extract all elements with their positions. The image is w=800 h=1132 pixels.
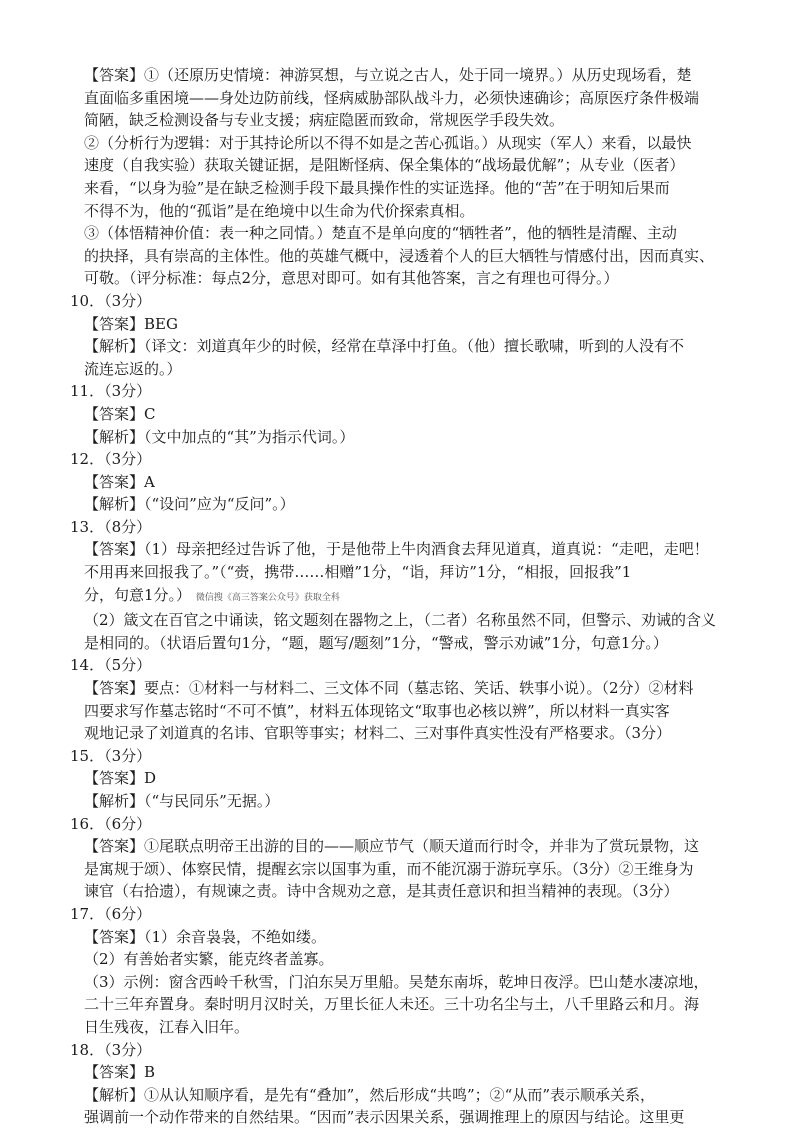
text-line: 【答案】要点：①材料一与材料二、三文体不同（墓志铭、笑话、轶事小说）。（2分）②材料	[84, 679, 694, 698]
text-line: 【解析】（“与民同乐”无据。）	[84, 792, 280, 810]
text-line: 【答案】①（还原历史情境：神游冥想，与立说之古人，处于同一境界。）从历史现场看，楚	[84, 66, 692, 84]
text-line: 【答案】①尾联点明帝王出游的目的——顺应节气（顺天道而行时令，并非为了赏玩景物，这	[84, 837, 700, 856]
question-number: 11．	[70, 382, 105, 401]
question-item-18	[70, 1039, 760, 1129]
question-item-11	[70, 380, 760, 448]
text-line: 是寓规于颂）、体察民情，提醒玄宗以国事为重，而不能沉溺于游玩享乐。（3分）②王维身为	[84, 859, 694, 878]
answer-document	[70, 64, 760, 1129]
question-score: （8分）	[104, 517, 152, 536]
text-line: 【解析】①从认知顺序看，是先有“叠加”，然后形成“共鸣”；②“从而”表示顺承关系，	[84, 1085, 656, 1104]
text-line-with-watermark	[84, 584, 760, 610]
text-line: 【答案】（1）余音袅袅，不绝如缕。	[84, 927, 327, 946]
question-score: （3分）	[104, 746, 152, 765]
text-line: 可敬。（评分标准：每点2分，意思对即可。如有其他答案，言之有理也可得分。）	[84, 269, 619, 288]
watermark-note: 微信搜《高三答案公众号》获取全科	[195, 592, 340, 603]
text-line: （2）有善始者实繁，能克终者盖寡。	[84, 950, 334, 969]
text-line: 谏官（右拾遗），有规谏之责。诗中含规劝之意，是其责任意识和担当精神的表现。（3分）	[84, 882, 679, 901]
text-line: 【答案】B	[84, 1063, 156, 1082]
question-item-14	[70, 654, 760, 744]
question-header	[70, 516, 760, 539]
text-line: 【答案】D	[84, 769, 157, 788]
text-line: 【答案】BEG	[84, 314, 178, 333]
question-number: 13．	[70, 517, 105, 536]
text-line: 流连忘返的。）	[84, 359, 182, 378]
question-number: 15．	[70, 746, 105, 765]
question-number: 14．	[70, 656, 105, 675]
text-line: 来看，“以身为验”是在缺乏检测手段下最具操作性的实证选择。他的“苦”在于明知后果而	[84, 178, 670, 197]
question-item-17	[70, 903, 760, 1039]
text-line: ②（分析行为逻辑：对于其持论所以不得不如是之苦心孤诣。）从现实（军人）来看，以最快	[84, 133, 692, 152]
text-line: 【解析】（译文：刘道真年少的时候，经常在草泽中打鱼。（他）擅长歌啸，听到的人没有不	[84, 337, 685, 356]
question-number: 18．	[70, 1040, 105, 1059]
question-item-15	[70, 745, 760, 813]
text-line: 速度（自我实验）获取关键证据，是阻断怪病、保全集体的“战场最优解”；从专业（医者）	[84, 156, 685, 175]
question-item-13	[70, 516, 760, 655]
question-header	[70, 654, 760, 677]
question-score: （6分）	[104, 814, 152, 833]
text-line: 日生残夜，江春入旧年。	[84, 1017, 250, 1036]
question-score: （3分）	[104, 291, 152, 310]
text-line: 【答案】A	[84, 472, 155, 491]
question-number: 17．	[70, 904, 105, 923]
question-header	[70, 380, 760, 403]
question-score: （3分）	[104, 382, 152, 401]
question-header	[70, 813, 760, 836]
text-line: 【答案】（1）母亲把经过告诉了他，于是他带上牛肉酒食去拜见道真，道真说：“走吧，走吧！	[84, 540, 709, 559]
text-line: 分，句意1分。）	[84, 585, 192, 604]
question-header	[70, 745, 760, 768]
text-line: 观地记录了刘道真的名讳、官职等事实；材料二、三对事件真实性没有严格要求。（3分）	[84, 724, 672, 743]
question-header	[70, 1039, 760, 1062]
text-line: 二十三年弃置身。秦时明月汉时关，万里长征人未还。三十功名尘与土，八千里路云和月。海	[84, 995, 700, 1014]
intro-answer-block	[70, 64, 760, 290]
text-line: （2）箴文在百官之中诵读，铭文题刻在器物之上，（二者）名称虽然不同，但警示、劝诫的含义	[84, 611, 717, 630]
question-score: （5分）	[104, 656, 152, 675]
question-score: （3分）	[104, 1040, 152, 1059]
text-line: 简陋，缺乏检测设备与专业支援；病症隐匿而致命，常规医学手段失效。	[84, 111, 565, 130]
question-score: （6分）	[104, 904, 152, 923]
text-line: 的抉择，具有崇高的主体性。他的英雄气概中，浸透着个人的巨大牺牲与情感付出，因而真实、	[84, 246, 715, 265]
text-line: 不用再来回报我了。”（“赍，携带……相赠”1分，“诣，拜访”1分，“相报，回报我”1	[84, 563, 632, 582]
question-item-10	[70, 290, 760, 380]
text-line: 【答案】C	[84, 404, 156, 423]
question-item-16	[70, 813, 760, 903]
question-header	[70, 448, 760, 471]
text-line: 强调前一个动作带来的自然结果。“因而”表示因果关系，强调推理上的原因与结论。这里更	[84, 1108, 685, 1127]
question-item-12	[70, 448, 760, 516]
question-number: 10．	[70, 291, 105, 310]
text-line: （3）示例：窗含西岭千秋雪，门泊东吴万里船。吴楚东南坼，乾坤日夜浮。巴山楚水凄凉地，	[84, 972, 709, 991]
question-number: 16．	[70, 814, 105, 833]
question-score: （3分）	[104, 450, 152, 469]
text-line: 直面临多重困境——身处边防前线，怪病威胁部队战斗力，必须快速确诊；高原医疗条件极端	[84, 88, 700, 107]
text-line: 是相同的。（状语后置句1分，“题，题写/题刻”1分，“警戒，警示劝诫”1分，句意1分。）	[84, 633, 668, 652]
question-header	[70, 290, 760, 313]
text-line: 不得不为，他的“孤诣”是在绝境中以生命为代价探索真相。	[84, 201, 475, 220]
text-line: 四要求写作墓志铭时“不可不慎”，材料五体现铭文“取事也必核以辨”，所以材料一真实客	[84, 701, 670, 720]
question-header	[70, 903, 760, 926]
text-line: 【解析】（“设问”应为“反问”。）	[84, 495, 295, 514]
question-number: 12．	[70, 450, 105, 469]
text-line: ③（体悟精神价值：表一种之同情。）楚直不是单向度的“牺牲者”，他的牺牲是清醒、主动	[84, 224, 677, 243]
text-line: 【解析】（文中加点的“其”为指示代词。）	[84, 427, 355, 446]
